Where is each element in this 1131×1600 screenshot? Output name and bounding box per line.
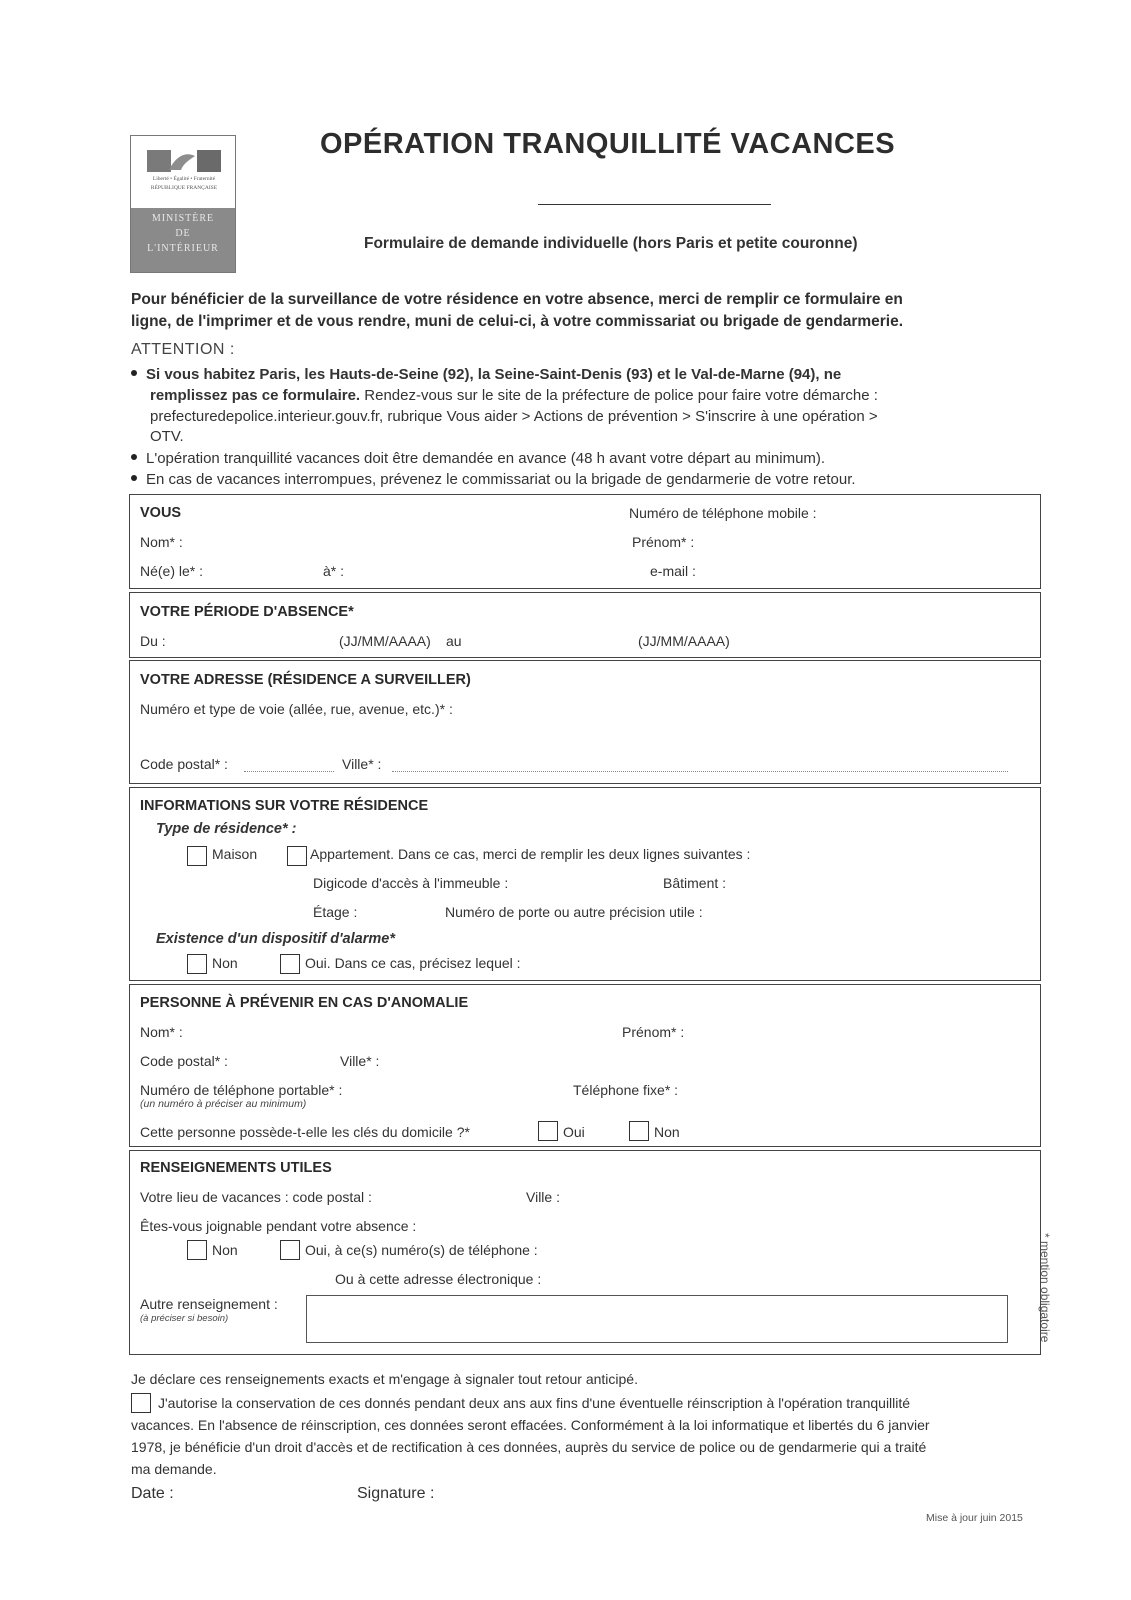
page-title: OPÉRATION TRANQUILLITÉ VACANCES [320,128,896,160]
alarme-oui-label: Oui. Dans ce cas, précisez lequel : [305,955,521,971]
declaration-text: Je déclare ces renseignements exacts et m'engage à signaler tout retour anticipé. [131,1371,638,1387]
digicode-label: Digicode d'accès à l'immeuble : [313,875,509,891]
logo-motto: Liberté • Égalité • Fraternité [152,176,216,182]
section-residence [129,787,1041,981]
lieu-vacances-label: Votre lieu de vacances : code postal : [140,1189,372,1205]
contact-ville-label: Ville* : [340,1053,380,1069]
bullet-text: Rendez-vous sur le site de la préfecture de police pour faire votre démarche : [360,387,878,404]
date-label: Date : [131,1485,174,1502]
signature-label: Signature : [357,1485,435,1502]
intro-line: Pour bénéficier de la surveillance de votre résidence en votre absence, merci de remplir ce formulaire en [131,291,903,308]
contact-fixe-label: Téléphone fixe* : [573,1082,679,1098]
bullet-dot-icon [131,454,137,460]
alarme-non-checkbox[interactable] [187,954,207,974]
appartement-checkbox[interactable] [287,846,307,866]
bullet-text: En cas de vacances interrompues, prévenez le commissariat ou la brigade de gendarmerie de votre retour. [146,471,856,488]
bullet-dot-icon [131,475,137,481]
lieu-ville-label: Ville : [526,1189,560,1205]
cp-dotted-line [244,771,334,772]
consent-text: ma demande. [131,1461,217,1477]
logo-ministry-line: MINISTÈRE [151,213,215,224]
joignable-non-label: Non [212,1242,238,1258]
bullet-bold-text: remplissez pas ce formulaire. [150,387,361,404]
contact-portable-note: (un numéro à préciser au minimum) [140,1098,307,1110]
consent-text: J'autorise la conservation de ces donnés pendant deux ans aux fins d'une éventuelle réinscription à l'opération tranquillité [158,1395,911,1411]
autre-textarea[interactable] [306,1295,1008,1343]
bullet-text: Si vous habitez Paris, les Hauts-de-Seine (92), la Seine-Saint-Denis (93) et le Val-de-Marne (94), ne [146,366,842,383]
contact-prenom-label: Prénom* : [622,1024,685,1040]
appartement-label: Appartement. Dans ce cas, merci de remplir les deux lignes suivantes : [310,846,751,862]
logo-republic: RÉPUBLIQUE FRANÇAISE [150,185,218,191]
ville-dotted-line [392,771,1008,772]
maison-checkbox[interactable] [187,846,207,866]
ville-label: Ville* : [342,756,382,772]
logo-ministry-line: L'INTÉRIEUR [147,243,219,254]
attention-bullet-2 [131,450,825,467]
autre-note: (à préciser si besoin) [140,1313,229,1324]
section-adresse [129,660,1041,784]
logo-ministry-line: DE [175,228,191,239]
contact-nom-label: Nom* : [140,1024,183,1040]
au-label: au [446,633,462,649]
du-label: Du : [140,633,166,649]
attention-bullet-3 [131,471,856,488]
section-renseignements [129,1150,1041,1355]
alarme-non-label: Non [212,955,238,971]
mandatory-note: * mention obligatoire [1038,1233,1052,1343]
attention-bullet-1-line2 [150,387,878,404]
cles-label: Cette personne possède-t-elle les clés du domicile ?* [140,1124,470,1140]
date-format-label: (JJ/MM/AAAA) [339,633,431,649]
maison-label: Maison [212,846,258,862]
consent-checkbox[interactable] [131,1393,151,1413]
mobile-label: Numéro de téléphone mobile : [629,505,817,521]
cles-non-checkbox[interactable] [629,1121,649,1141]
attention-bullet-1-line3: prefecturedepolice.interieur.gouv.fr, rubrique Vous aider > Actions de prévention > S'inscrire à une opération > [150,408,878,425]
section-heading: VOTRE ADRESSE (RÉSIDENCE A SURVEILLER) [140,672,471,688]
cles-oui-label: Oui [563,1124,585,1140]
attention-bullet-1-line4: OTV. [150,428,184,445]
joignable-oui-label: Oui, à ce(s) numéro(s) de téléphone : [305,1242,538,1258]
etage-label: Étage : [313,904,358,920]
section-personne [129,984,1041,1147]
contact-portable-label: Numéro de téléphone portable* : [140,1082,343,1098]
bullet-dot-icon [131,370,137,376]
date-format-label: (JJ/MM/AAAA) [638,633,730,649]
section-heading: VOUS [140,505,182,521]
email-label: e-mail : [650,563,696,579]
consent-text: 1978, je bénéficie d'un droit d'accès et de rectification à ces données, auprès du service de police ou de gendarmerie qui a traité [131,1439,927,1455]
joignable-label: Êtes-vous joignable pendant votre absence : [140,1218,417,1234]
joignable-non-checkbox[interactable] [187,1240,207,1260]
joignable-email-label: Ou à cette adresse électronique : [335,1271,542,1287]
section-heading: INFORMATIONS SUR VOTRE RÉSIDENCE [140,798,429,814]
attention-label: ATTENTION : [131,341,235,358]
porte-label: Numéro de porte ou autre précision utile : [445,904,703,920]
cp-label: Code postal* : [140,756,228,772]
consent-text: vacances. En l'absence de réinscription, ces données seront effacées. Conformément à la loi informatique et libertés du 6 janvier [131,1417,930,1433]
title-divider [538,204,771,205]
logo-ministry-band [131,208,235,272]
birthplace-label: à* : [323,563,345,579]
alarme-label: Existence d'un dispositif d'alarme* [156,931,395,947]
bullet-text: L'opération tranquillité vacances doit être demandée en avance (48 h avant votre départ au minimum). [146,450,826,467]
residence-type-label: Type de résidence* : [156,821,297,837]
autre-label: Autre renseignement : [140,1296,278,1312]
update-date: Mise à jour juin 2015 [926,1512,1023,1524]
section-vous [129,494,1041,589]
section-heading: PERSONNE À PRÉVENIR EN CAS D'ANOMALIE [140,995,469,1011]
prenom-label: Prénom* : [632,534,695,550]
marianne-flag-icon [147,150,221,172]
intro-line: ligne, de l'imprimer et de vous rendre, muni de celui-ci, à votre commissariat ou brigade de gendarmerie. [131,313,904,330]
section-periode [129,592,1041,658]
batiment-label: Bâtiment : [663,875,727,891]
birthdate-label: Né(e) le* : [140,563,204,579]
attention-bullet-1 [131,366,841,383]
joignable-oui-checkbox[interactable] [280,1240,300,1260]
ministry-logo [130,135,236,273]
voie-label: Numéro et type de voie (allée, rue, avenue, etc.)* : [140,701,453,717]
section-heading: VOTRE PÉRIODE D'ABSENCE* [140,604,354,620]
cles-non-label: Non [654,1124,680,1140]
nom-label: Nom* : [140,534,183,550]
page-subtitle: Formulaire de demande individuelle (hors Paris et petite couronne) [364,235,858,252]
contact-cp-label: Code postal* : [140,1053,228,1069]
cles-oui-checkbox[interactable] [538,1121,558,1141]
section-heading: RENSEIGNEMENTS UTILES [140,1160,332,1176]
alarme-oui-checkbox[interactable] [280,954,300,974]
